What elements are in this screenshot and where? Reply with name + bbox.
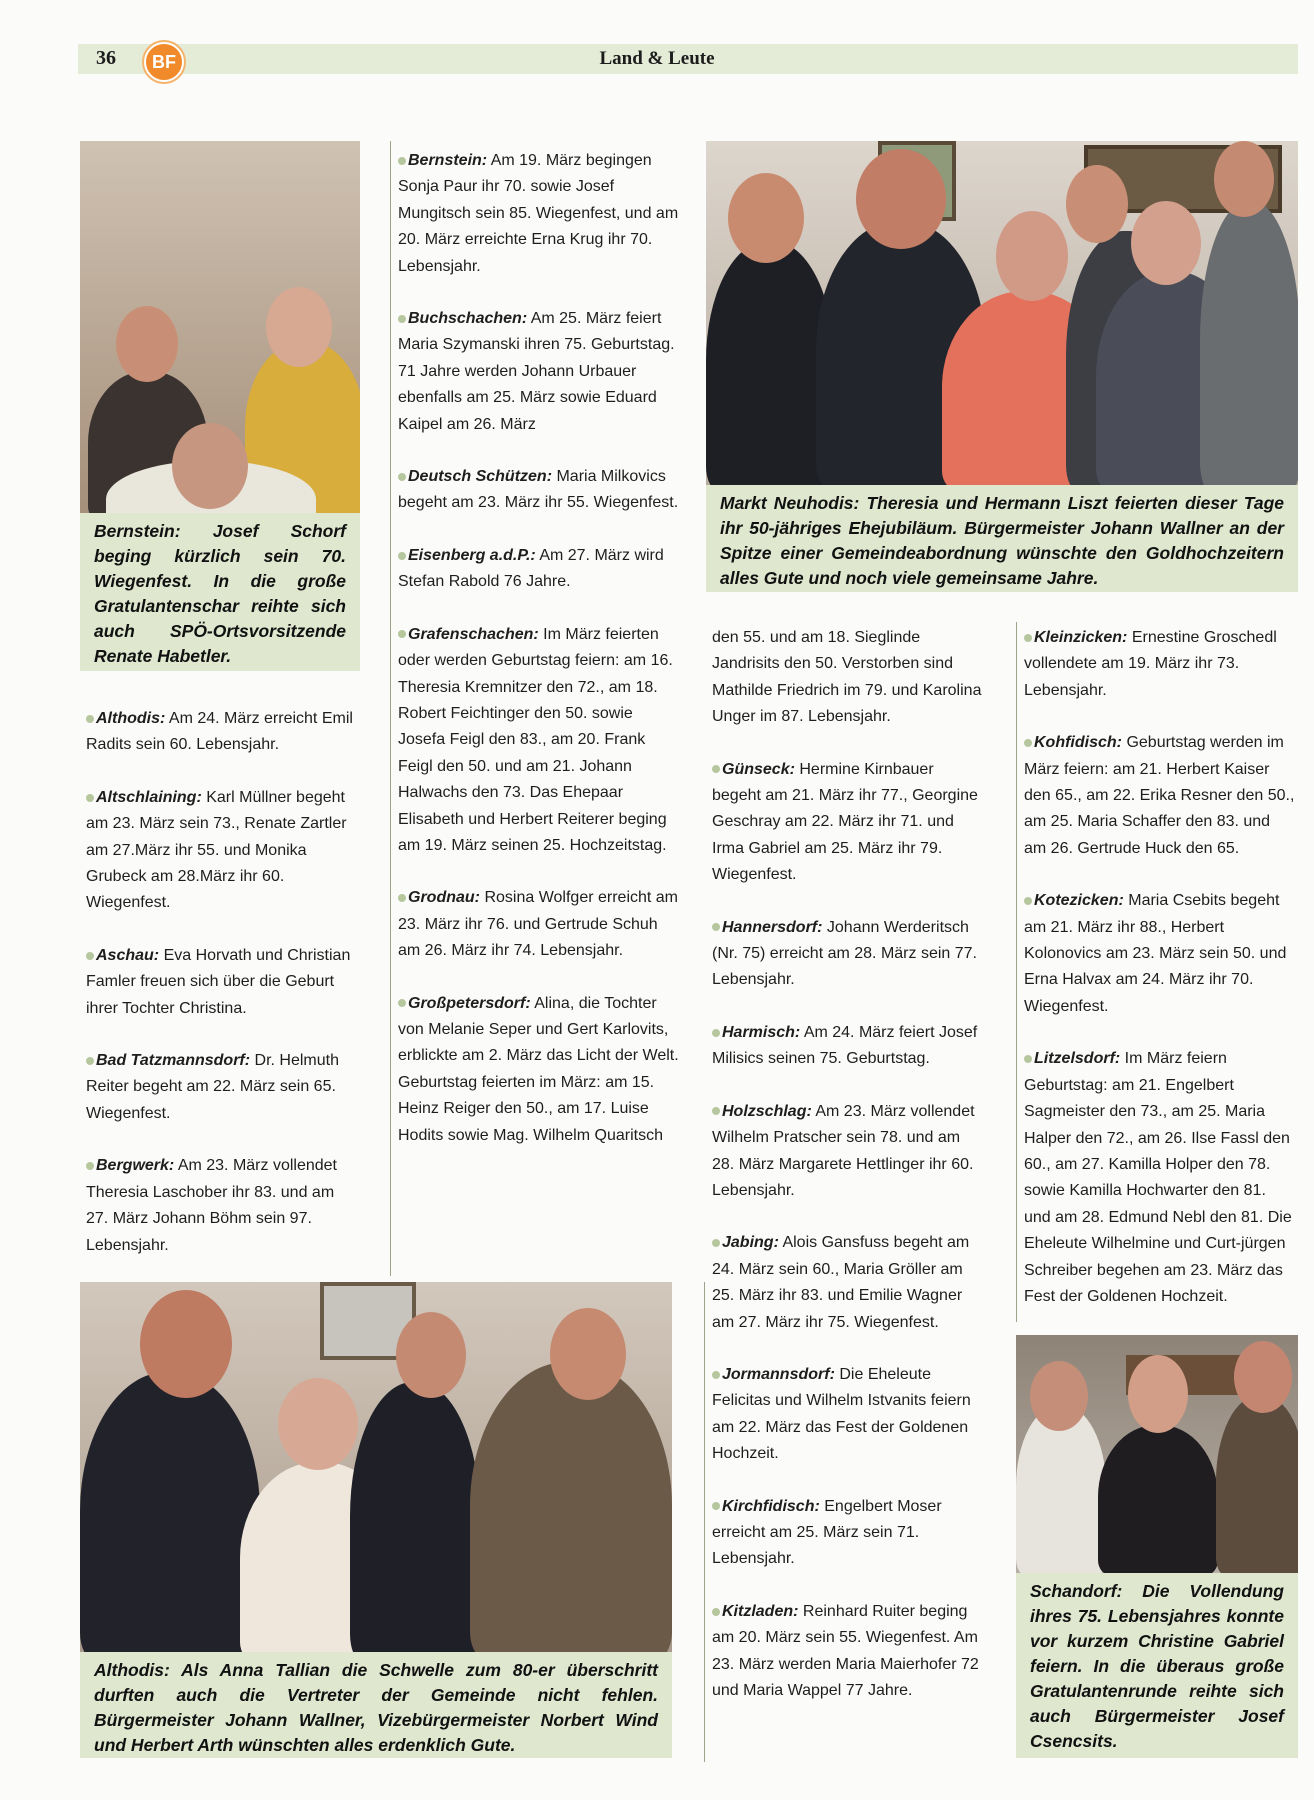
bullet-dot [86, 952, 94, 960]
notice-bergwerk: Bergwerk: Am 23. März vollendet Theresia Laschober ihr 83. und am 27. März Johann Böhm sein 97. Lebensjahr. [86, 1157, 337, 1254]
caption-bernstein: Bernstein: Josef Schorf beging kürzlich sein 70. Wiegenfest. In die große Gratulantenschar reihte sich auch SPÖ-Ortsvorsitzende Renate Habetler. [80, 513, 360, 671]
bullet-dot [1024, 634, 1032, 642]
caption-althodis: Althodis: Als Anna Tallian die Schwelle zum 80-er überschritt durften auch die Vertreter der Gemeinde nicht fehlen. Bürgermeister Johann Wallner, Vizebürgermeister Norbert Wind und Herbert Arth wünschten alles erdenklich Gute. [80, 1652, 672, 1758]
bullet-dot [86, 1057, 94, 1065]
bullet-dot [1024, 1055, 1032, 1063]
notice-bernstein: Bernstein: Am 19. März begingen Sonja Paur ihr 70. sowie Josef Mungitsch sein 85. Wiegenfest, und am 20. März erreichte Erna Krug ihr 70. Lebensjahr. [398, 152, 679, 275]
bullet-dot [712, 1107, 720, 1115]
notice-harmisch: Harmisch: Am 24. März feiert Josef Milisics seinen 75. Geburtstag. [712, 1023, 978, 1068]
bullet-dot [86, 794, 94, 802]
notice-buchschachen: Buchschachen: Am 25. März feiert Maria Szymanski ihren 75. Geburtstag. 71 Jahre werden Johann Urbauer ebenfalls am 25. März sowie Eduard Kaipel am 26. März [398, 310, 675, 433]
notice-aschau: Aschau: Eva Horvath und Christian Famler freuen sich über die Geburt ihrer Tochter Christina. [86, 946, 351, 1017]
photo-althodis [80, 1282, 672, 1652]
column-rule [390, 141, 391, 1276]
bullet-dot [86, 1162, 94, 1170]
notice-holzschlag: Holzschlag: Am 23. März vollendet Wilhelm Pratscher sein 78. und am 28. März Margarete Hettlinger ihr 60. Lebensjahr. [712, 1102, 975, 1199]
bullet-dot [398, 552, 406, 560]
column-rule [1016, 622, 1017, 1322]
bullet-dot [398, 473, 406, 481]
notice-kohfidisch: Kohfidisch: Geburtstag werden im März feiern: am 21. Herbert Kaiser den 65., am 22. Erika Resner den 50., am 25. Maria Schaffer den 83. und am 26. Gertrude Huck den 65. [1024, 734, 1295, 857]
bullet-dot [712, 1502, 720, 1510]
bullet-dot [712, 1608, 720, 1616]
notice-jabing: Jabing: Alois Gansfuss begeht am 24. März sein 60., Maria Gröller am 25. März ihr 83. und Emilie Wagner am 27. März ihr 75. Wiegenfest. [712, 1234, 970, 1331]
bf-logo: BF [144, 42, 184, 82]
notice-kitzladen: Kitzladen: Reinhard Ruiter beging am 20. März sein 55. Wiegenfest. Am 23. März werden Maria Maierhofer 72 und Maria Wappel 77 Jahre. [712, 1602, 979, 1699]
bullet-dot [398, 315, 406, 323]
text-column-4 [1024, 625, 1296, 1336]
notice-guenseck: Günseck: Hermine Kirnbauer begeht am 21. März ihr 77., Georgine Geschray am 22. März ihr 71. und Irma Gabriel am 25. März ihr 79. Wiegenfest. [712, 760, 978, 884]
column-rule [704, 1282, 705, 1762]
bullet-dot [712, 1371, 720, 1379]
notice-altschlaining: Altschlaining: Karl Müllner begeht am 23. März sein 73., Renate Zartler am 27.März ihr 55. und Monika Grubeck am 28.März ihr 60. Wiegenfest. [86, 788, 347, 912]
notice-grodnau: Grodnau: Rosina Wolfger erreicht am 23. März ihr 76. und Gertrude Schuh am 26. März ihr 74. Lebensjahr. [398, 889, 679, 960]
photo-bernstein [80, 141, 360, 513]
bullet-dot [86, 715, 94, 723]
notice-kirchfidisch: Kirchfidisch: Engelbert Moser erreicht am 25. März sein 71. Lebensjahr. [712, 1497, 942, 1568]
caption-schandorf: Schandorf: Die Vollendung ihres 75. Lebensjahres konnte vor kurzem Christine Gabriel feiern. In die überaus große Gratulantenrunde reihte sich auch Bürgermeister Josef Csencsits. [1016, 1573, 1298, 1758]
notice-bad-tatzmannsdorf: Bad Tatzmannsdorf: Dr. Helmuth Reiter begeht am 22. März sein 65. Wiegenfest. [86, 1052, 339, 1122]
bullet-dot [712, 1029, 720, 1037]
photo-markt-neuhodis [706, 141, 1298, 485]
text-column-3 [712, 625, 982, 1730]
notice-kotezicken: Kotezicken: Maria Csebits begeht am 21. März ihr 88., Herbert Kolonovics am 23. März sein 50. und Erna Halvax am 24. März ihr 70. Wiegenfest. [1024, 892, 1287, 1015]
notice-litzelsdorf: Litzelsdorf: Im März feiern Geburtstag: am 21. Engelbert Sagmeister den 73., am 25. Maria Halper den 72., am 26. Ilse Fassl den 60., am 27. Kamilla Holper den 78. sowie Kamilla Hochwarter den 81. und am 28. Edmund Nebl den 81. Die Eheleute Wilhelmine und Curt-jürgen Schreiber begehen am 23. März das Fest der Goldenen Hochzeit. [1024, 1050, 1292, 1305]
photo-schandorf [1016, 1335, 1298, 1573]
bullet-dot [398, 894, 406, 902]
text-column-2 [398, 148, 680, 1175]
notice-grafenschachen: Grafenschachen: Im März feierten oder werden Geburtstag feiern: am 16. Theresia Kremnitzer den 72., am 18. Robert Feichtinger den 50. sowie Josefa Feigl den 83., am 20. Frank Feigl den 50. und am 21. Johann Halwachs den 73. Das Ehepaar Elisabeth und Herbert Reiterer beging am 19. März seinen 25. Hochzeitstag. [398, 625, 673, 854]
notice-kleinzicken: Kleinzicken: Ernestine Groschedl vollendete am 19. März ihr 73. Lebensjahr. [1024, 629, 1277, 699]
bullet-dot [712, 765, 720, 773]
bullet-dot [712, 923, 720, 931]
notice-deutsch-schuetzen: Deutsch Schützen: Maria Milkovics begeht am 23. März ihr 55. Wiegenfest. [398, 468, 679, 512]
bullet-dot [1024, 739, 1032, 747]
bullet-dot [712, 1239, 720, 1247]
notice-hannersdorf: Hannersdorf: Johann Werderitsch (Nr. 75) erreicht am 28. März sein 77. Lebensjahr. [712, 918, 977, 989]
notice-jormannsdorf: Jormannsdorf: Die Eheleute Felicitas und Wilhelm Istvanits feiern am 22. März das Fest der Goldenen Hochzeit. [712, 1365, 971, 1463]
caption-markt-neuhodis: Markt Neuhodis: Theresia und Hermann Liszt feierten dieser Tage ihr 50-jähriges Ehejubiläum. Bürgermeister Johann Wallner an der Spitze einer Gemeindeabordnung wünschte den Goldhochzeitern alles Gute und noch viele gemeinsame Jahre. [706, 485, 1298, 592]
notice-continued: den 55. und am 18. Sieglinde Jandrisits den 50. Verstorben sind Mathilde Friedrich im 79. und Karolina Unger im 87. Lebensjahr. [712, 629, 982, 726]
bullet-dot [398, 630, 406, 638]
section-title: Land & Leute [599, 48, 715, 69]
text-column-1 [86, 706, 360, 1285]
notice-althodis: Althodis: Am 24. März erreicht Emil Radits sein 60. Lebensjahr. [86, 710, 353, 754]
notice-eisenberg: Eisenberg a.d.P.: Am 27. März wird Stefan Rabold 76 Jahre. [398, 546, 664, 591]
page-number: 36 [96, 47, 116, 69]
bullet-dot [398, 999, 406, 1007]
notice-grosspetersdorf: Großpetersdorf: Alina, die Tochter von Melanie Seper und Gert Karlovits, erblickte am 2. März das Licht der Welt. Geburtstag feierten im März: am 15. Heinz Reiger den 50., am 17. Luise Hodits sowie Mag. Wilhelm Quaritsch [398, 994, 679, 1144]
bullet-dot [398, 157, 406, 165]
bullet-dot [1024, 897, 1032, 905]
